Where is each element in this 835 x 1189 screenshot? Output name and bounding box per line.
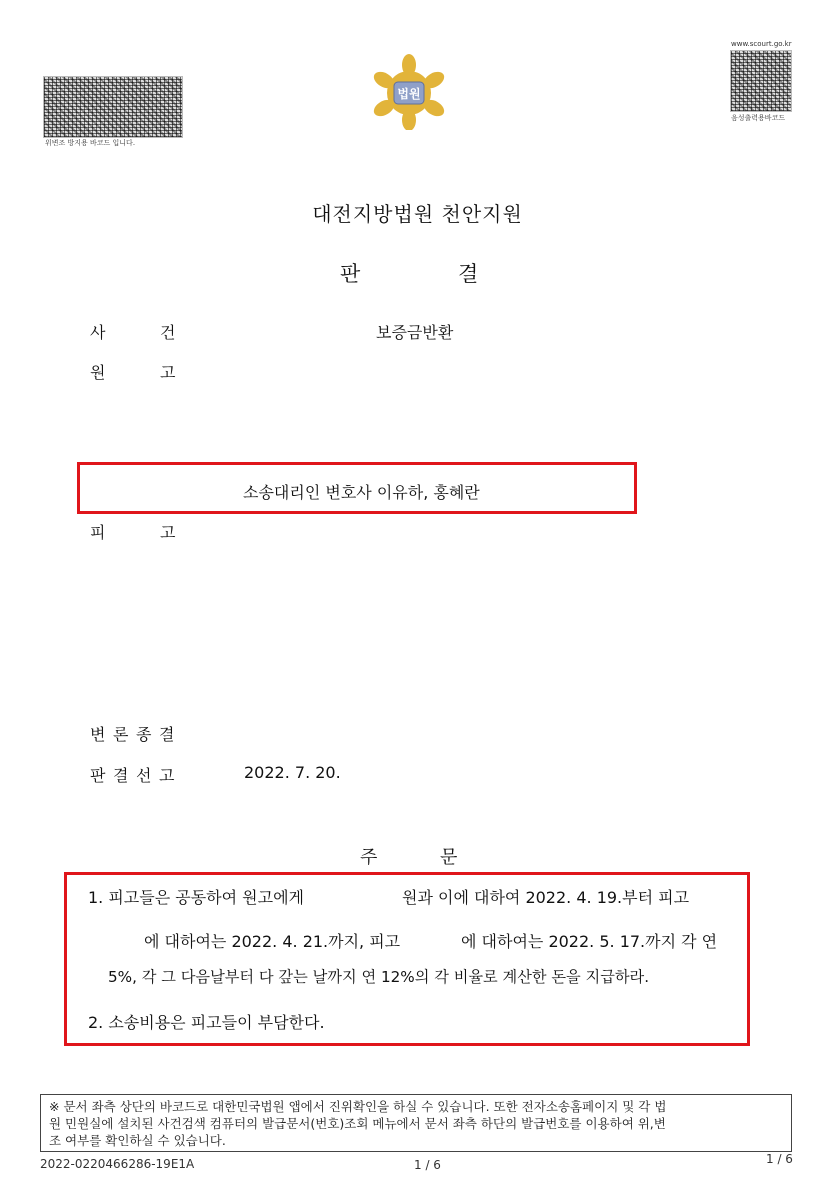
notice-line: ※ 문서 좌측 상단의 바코드로 대한민국법원 앱에서 진위확인을 하실 수 있습니다. 또한 전자소송홈페이지 및 각 법 xyxy=(49,1099,667,1114)
order-item1-line2-a: 에 대하여는 2022. 4. 21.까지, 피고 xyxy=(144,932,401,951)
page-number-right: 1 / 6 xyxy=(766,1152,793,1166)
verification-barcode-caption: 위변조 방지용 바코드 입니다. xyxy=(45,139,136,147)
site-url: www.scourt.go.kr xyxy=(731,40,792,48)
document-type-char: 결 xyxy=(458,262,479,286)
plaintiff-label: 원 고 xyxy=(90,363,176,382)
verification-notice xyxy=(40,1094,792,1152)
defendant-label: 피 고 xyxy=(90,523,176,542)
case-value: 보증금반환 xyxy=(376,323,454,342)
notice-line: 조 여부를 확인하실 수 있습니다. xyxy=(49,1133,226,1148)
issue-number: 2022-0220466286-19E1A xyxy=(40,1157,195,1171)
order-item1-line2-b: 에 대하여는 2022. 5. 17.까지 각 연 xyxy=(461,932,718,951)
case-label: 사 건 xyxy=(90,323,176,342)
voice-output-barcode xyxy=(730,50,792,112)
order-item1-line3: 5%, 각 그 다음날부터 다 갚는 날까지 연 12%의 각 비율로 계산한 돈을 지급하라. xyxy=(108,968,650,986)
sentence-date: 2022. 7. 20. xyxy=(244,763,341,782)
document-type-char: 판 xyxy=(340,262,361,286)
order-item1-line1-a: 1. 피고들은 공동하여 원고에게 xyxy=(88,888,304,907)
seal-text: 법원 xyxy=(397,87,421,101)
court-name: 대전지방법원 천안지원 xyxy=(312,202,523,226)
order-item1-line1-b: 원과 이에 대하여 2022. 4. 19.부터 피고 xyxy=(402,888,690,907)
order-item2: 2. 소송비용은 피고들이 부담한다. xyxy=(88,1013,325,1032)
page-number-center: 1 / 6 xyxy=(414,1158,441,1172)
verification-barcode xyxy=(43,76,183,138)
voice-output-barcode-caption: 음성출력용바코드 xyxy=(731,114,786,122)
notice-line: 원 민원실에 설치된 사건검색 컴퓨터의 발급문서(번호)조회 메뉴에서 문서 좌측 하단의 발급번호를 이용하여 위,변 xyxy=(49,1116,666,1131)
court-seal-icon xyxy=(368,52,450,130)
attorney-line: 소송대리인 변호사 이유하, 홍혜란 xyxy=(243,483,480,502)
